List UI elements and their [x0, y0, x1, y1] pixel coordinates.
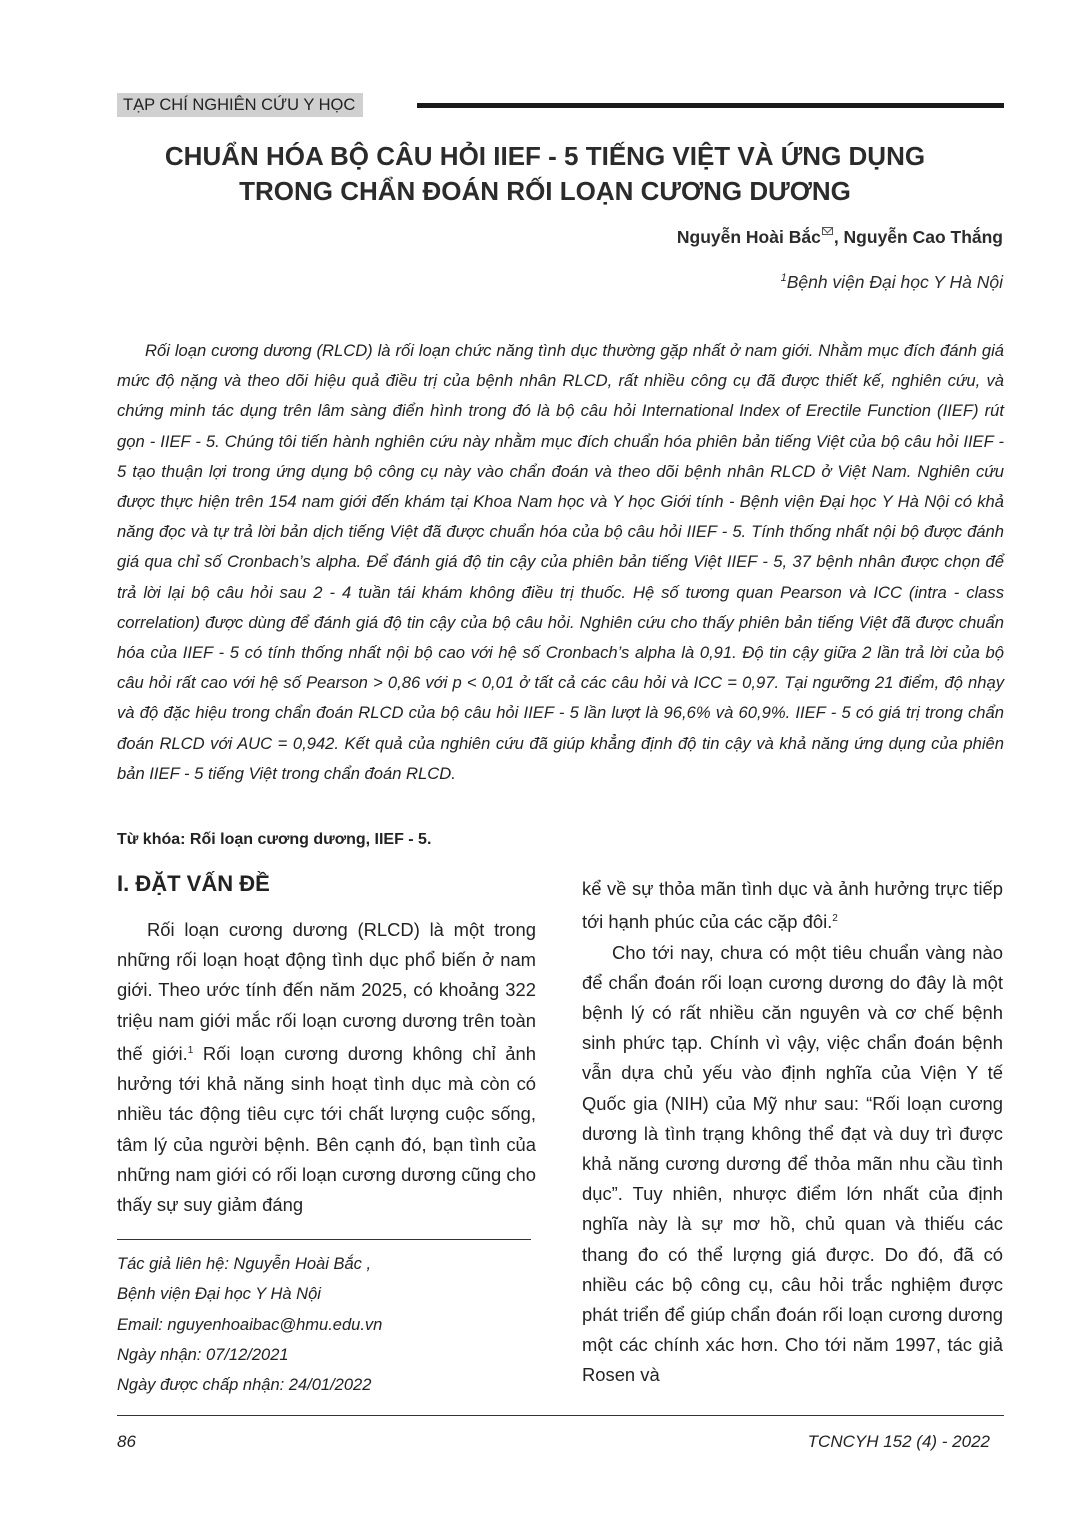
- keywords: Từ khóa: Rối loạn cương dương, IIEF - 5.: [117, 831, 432, 848]
- footnote-received: Ngày nhận: 07/12/2021: [117, 1345, 289, 1364]
- author-2: Nguyễn Cao Thắng: [843, 227, 1003, 247]
- intro-p1-text-b: Rối loạn cương dương không chỉ ảnh hưởng tới khả năng sinh hoạt tình dục mà còn có nhiều tác động tiêu cực tới chất lượng cuộc sống, tâm lý của người bệnh. Bên cạnh đó, bạn tình của những nam giới có rối loạn cương dương cũng cho thấy sự suy giảm đáng: [117, 1042, 536, 1215]
- intro-p1-text-c: kể về sự thỏa mãn tình dục và ảnh hưởng trực tiếp tới hạnh phúc của các cặp đôi.: [582, 878, 1003, 933]
- page-number: 86: [117, 1432, 136, 1451]
- abstract: Rối loạn cương dương (RLCD) là rối loạn chức năng tình dục thường gặp nhất ở nam giới. Nhằm mục đích đánh giá mức độ nặng và theo dõi hiệu quả điều trị của bệnh nhân RLCD, rất nhiều công cụ đã được thiết kế, nghiên cứu, và chứng minh tác dụng trên lâm sàng điển hình trong đó là bộ câu hỏi International Index of Erectile Function (IIEF) rút gọn - IIEF - 5. Chúng tôi tiến hành nghiên cứu này nhằm mục đích chuẩn hóa phiên bản tiếng Việt của bộ câu hỏi IIEF - 5 tạo thuận lợi trong ứng dụng bộ công cụ này vào chẩn đoán và theo dõi bệnh nhân RLCD ở Việt Nam. Nghiên cứu được thực hiện trên 154 nam giới đến khám tại Khoa Nam học và Y học Giới tính - Bệnh viện Đại học Y Hà Nội có khả năng đọc và tự trả lời bản dịch tiếng Việt đã được chuẩn hóa của bộ câu hỏi IIEF - 5. Tính thống nhất nội bộ được đánh giá qua chỉ số Cronbach’s alpha. Để đánh giá độ tin cậy của phiên bản tiếng Việt IIEF - 5, 37 bệnh nhân được chọn để trả lời lại bộ câu hỏi sau 2 - 4 tuần tái khám không điều trị thuốc. Hệ số tương quan Pearson và ICC (intra - class correlation) được dùng để đánh giá độ tin cậy của bộ câu hỏi. Nghiên cứu cho thấy phiên bản tiếng Việt đã được chuẩn hóa của IIEF - 5 có tính thống nhất nội bộ cao với hệ số Cronbach’s alpha là 0,91. Độ tin cậy giữa 2 lần trả lời của bộ câu hỏi rất cao với hệ số Pearson > 0,86 với p < 0,01 ở tất cả các câu hỏi và ICC = 0,97. Tại ngưỡng 21 điểm, độ nhạy và độ đặc hiệu trong chẩn đoán RLCD của bộ câu hỏi IIEF - 5 lần lượt là 96,6% và 60,9%. IIEF - 5 có giá trị trong chẩn đoán RLCD với AUC = 0,942. Kết quả của nghiên cứu đã giúp khẳng định độ tin cậy và khả năng ứng dụng của phiên bản IIEF - 5 tiếng Việt trong chẩn đoán RLCD.: [117, 341, 1004, 783]
- footnote-affiliation: Bệnh viện Đại học Y Hà Nội: [117, 1285, 321, 1304]
- footer-rule: [117, 1415, 1004, 1416]
- ref-1: 1: [187, 1044, 194, 1056]
- right-column: [582, 874, 1003, 1391]
- intro-paragraph-1-cont: [582, 874, 1003, 938]
- author-1: Nguyễn Hoài Bắc: [676, 227, 821, 247]
- intro-p1-text-a: Rối loạn cương dương (RLCD) là một trong những rối loạn hoạt động tình dục phổ biến ở nam giới. Theo ước tính đến năm 2025, có khoảng 322 triệu nam giới mắc rối loạn cương dương trên toàn thế giới.: [117, 919, 536, 1064]
- journal-name: TẠP CHÍ NGHIÊN CỨU Y HỌC: [117, 93, 363, 117]
- affiliation: [781, 272, 1003, 293]
- section-heading: I. ĐẶT VẤN ĐỀ: [117, 871, 270, 896]
- journal-citation: TCNCYH 152 (4) - 2022: [807, 1432, 990, 1451]
- title-line-1: CHUẨN HÓA BỘ CÂU HỎI IIEF - 5 TIẾNG VIỆT VÀ ỨNG DỤNG: [164, 141, 926, 171]
- ref-2: 2: [832, 913, 838, 925]
- left-column: [117, 915, 536, 1220]
- footnote-author: Tác giả liên hệ: Nguyễn Hoài Bắc ,: [117, 1255, 372, 1273]
- author-list: [677, 227, 1003, 248]
- footnote-accepted: Ngày được chấp nhận: 24/01/2022: [117, 1376, 372, 1395]
- affiliation-mark: 1: [780, 272, 787, 285]
- correspondence-note: [117, 1249, 382, 1400]
- footnote-email: Email: nguyenhoaibac@hmu.edu.vn: [117, 1315, 383, 1334]
- affiliation-text: Bệnh viện Đại học Y Hà Nội: [786, 272, 1003, 292]
- header-rule: [417, 103, 1004, 108]
- journal-header: [117, 93, 1004, 117]
- footnote-rule: [117, 1239, 531, 1240]
- author-separator: ,: [833, 227, 844, 247]
- title-line-2: TRONG CHẨN ĐOÁN RỐI LOẠN CƯƠNG DƯƠNG: [239, 176, 851, 206]
- envelope-icon: [822, 227, 833, 235]
- article-title: [100, 139, 990, 209]
- intro-paragraph-1: [117, 915, 536, 1220]
- intro-paragraph-2: Cho tới nay, chưa có một tiêu chuẩn vàng nào để chẩn đoán rối loạn cương dương do đây là một bệnh lý có rất nhiều căn nguyên và cơ chế bệnh sinh phức tạp. Chính vì vậy, việc chẩn đoán bệnh vẫn dựa chủ yếu vào định nghĩa của Viện Y tế Quốc gia (NIH) của Mỹ như sau: “Rối loạn cương dương là tình trạng không thể đạt và duy trì được khả năng cương dương để thỏa mãn nhu cầu tình dục”. Tuy nhiên, nhược điểm lớn nhất của định nghĩa này là sự mơ hồ, chủ quan và thiếu các thang đo có thể lượng giá được. Do đó, đã có nhiều các bộ công cụ, câu hỏi trắc nghiệm được phát triển để giúp chẩn đoán rối loạn cương dương một các chính xác hơn. Cho tới năm 1997, tác giả Rosen và: [582, 941, 1003, 1386]
